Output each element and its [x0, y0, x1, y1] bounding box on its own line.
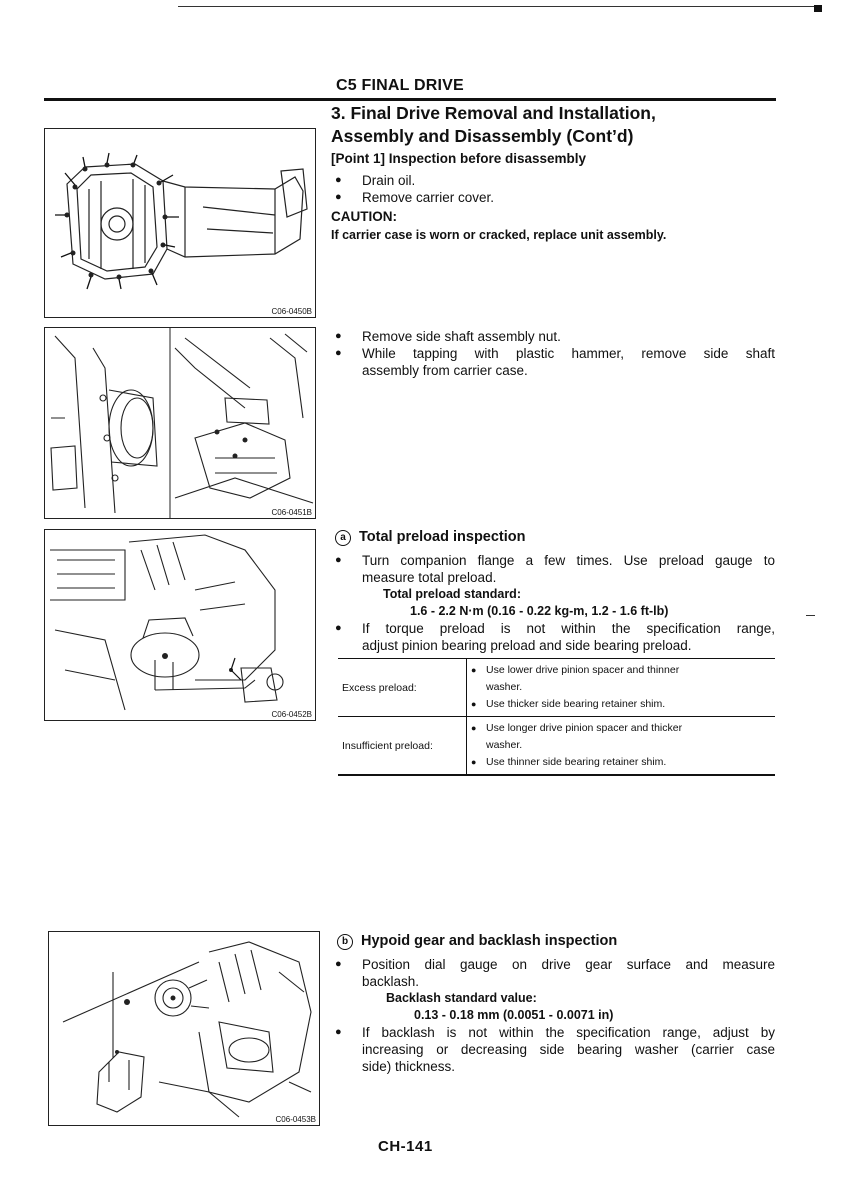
marker-b-icon: b: [337, 934, 353, 950]
caution-label: CAUTION:: [331, 209, 397, 224]
backlash-standard-label: Backlash standard value:: [386, 991, 537, 1005]
figure-code-4: C06-0453B: [275, 1115, 316, 1124]
bullet-text: [362, 552, 775, 586]
figure-code-2: C06-0451B: [271, 508, 312, 517]
figure-code-3: C06-0452B: [271, 710, 312, 719]
table-row: [338, 717, 775, 776]
list-item-continued: [471, 679, 775, 696]
margin-mark: [806, 615, 815, 616]
figure-dial-gauge: [48, 931, 320, 1126]
figure-side-shaft-removal: [44, 327, 316, 519]
preload-bullet-2: [335, 620, 775, 654]
dial-gauge-illustration: [49, 932, 319, 1125]
list-item-continued: [471, 737, 775, 754]
bullet-dot: ●: [471, 723, 477, 733]
list-item: [471, 720, 775, 737]
marker-a-icon: a: [335, 530, 351, 546]
preload-gauge-illustration: [45, 530, 315, 720]
list-item: [471, 662, 775, 679]
bullet-dot: ●: [471, 757, 477, 767]
bullet-line: measure total preload.: [362, 570, 497, 585]
bullet-dot: ●: [471, 699, 477, 709]
section-header: C5 FINAL DRIVE: [336, 77, 464, 94]
bullet-line: side) thickness.: [362, 1059, 456, 1074]
preload-standard-value: 1.6 - 2.2 N·m (0.16 - 0.22 kg-m, 1.2 - 1.6 ft-lb): [410, 604, 669, 618]
top-rule: [178, 6, 818, 7]
side-shaft-bullet-1: [335, 328, 775, 345]
bullet-line: While tapping with plastic hammer, remove side shaft: [362, 346, 775, 361]
excess-preload-label: Excess preload:: [338, 659, 467, 717]
item-text: washer.: [486, 739, 523, 751]
page-number: CH-141: [378, 1138, 433, 1155]
figure-code-1: C06-0450B: [271, 307, 312, 316]
item-text: Use lower drive pinion spacer and thinner: [486, 664, 680, 676]
bullet-dot: ●: [335, 347, 342, 359]
figure-carrier-cover: [44, 128, 316, 318]
item-text: Use thicker side bearing retainer shim.: [486, 698, 666, 710]
preload-standard-label: Total preload standard:: [383, 587, 521, 601]
preload-heading-text: Total preload inspection: [359, 529, 526, 545]
preload-bullet-1: [335, 552, 775, 586]
caution-text: If carrier case is worn or cracked, replace unit assembly.: [331, 228, 667, 242]
bullet-dot: ●: [335, 191, 342, 203]
page-title-line-2: Assembly and Disassembly (Cont’d): [331, 126, 634, 146]
bullet-line: If torque preload is not within the specification range,: [362, 621, 775, 636]
list-item: [471, 696, 775, 713]
bullet-line: assembly from carrier case.: [362, 363, 528, 378]
insufficient-preload-label: Insufficient preload:: [338, 717, 467, 776]
bullet-text: [362, 956, 775, 990]
bullet-dot: ●: [471, 665, 477, 675]
top-rule-end-mark: [814, 5, 822, 12]
item-text: washer.: [486, 681, 523, 693]
preload-adjustment-table: [338, 658, 775, 776]
bullet-dot: ●: [335, 622, 342, 634]
backlash-heading-text: Hypoid gear and backlash inspection: [361, 933, 618, 949]
bullet-dot: ●: [335, 330, 342, 342]
bullet-text: Drain oil.: [362, 173, 416, 188]
backlash-bullet-1: [335, 956, 775, 990]
side-shaft-bullet-2: [335, 345, 775, 379]
backlash-standard-value: 0.13 - 0.18 mm (0.0051 - 0.0071 in): [414, 1008, 614, 1022]
bullet-line: adjust pinion bearing preload and side bearing preload.: [362, 638, 692, 653]
page-title: [331, 102, 771, 148]
figure-preload-gauge: [44, 529, 316, 721]
bullet-line: If backlash is not within the specification range, adjust by: [362, 1025, 775, 1040]
insufficient-preload-actions: [467, 717, 776, 776]
bullet-dot: ●: [335, 958, 342, 970]
bullet-dot: ●: [335, 1026, 342, 1038]
list-item: [471, 754, 775, 771]
bullet-dot: ●: [335, 554, 342, 566]
bullet-line: backlash.: [362, 974, 420, 989]
header-rule: [44, 98, 776, 101]
item-text: Use thinner side bearing retainer shim.: [486, 756, 667, 768]
table-row: [338, 659, 775, 717]
bullet-text: [362, 620, 775, 654]
carrier-cover-illustration: [45, 129, 315, 317]
backlash-heading: [337, 933, 617, 950]
bullet-text: [362, 1024, 775, 1075]
page-title-line-1: 3. Final Drive Removal and Installation,: [331, 103, 656, 123]
bullet-line: Turn companion flange a few times. Use preload gauge to: [362, 553, 775, 568]
bullet-text: Remove side shaft assembly nut.: [362, 329, 561, 344]
preload-heading: [335, 529, 526, 546]
excess-preload-actions: [467, 659, 776, 717]
bullet-line: Position dial gauge on drive gear surface and measure: [362, 957, 775, 972]
bullet-text: [362, 345, 775, 379]
item-text: Use longer drive pinion spacer and thicker: [486, 722, 683, 734]
point1-heading: [Point 1] Inspection before disassembly: [331, 151, 587, 166]
bullet-line: increasing or decreasing side bearing washer (carrier case: [362, 1042, 775, 1057]
backlash-bullet-2: [335, 1024, 775, 1075]
bullet-dot: ●: [335, 174, 342, 186]
bullet-text: Remove carrier cover.: [362, 190, 495, 205]
side-shaft-illustration: [45, 328, 315, 518]
